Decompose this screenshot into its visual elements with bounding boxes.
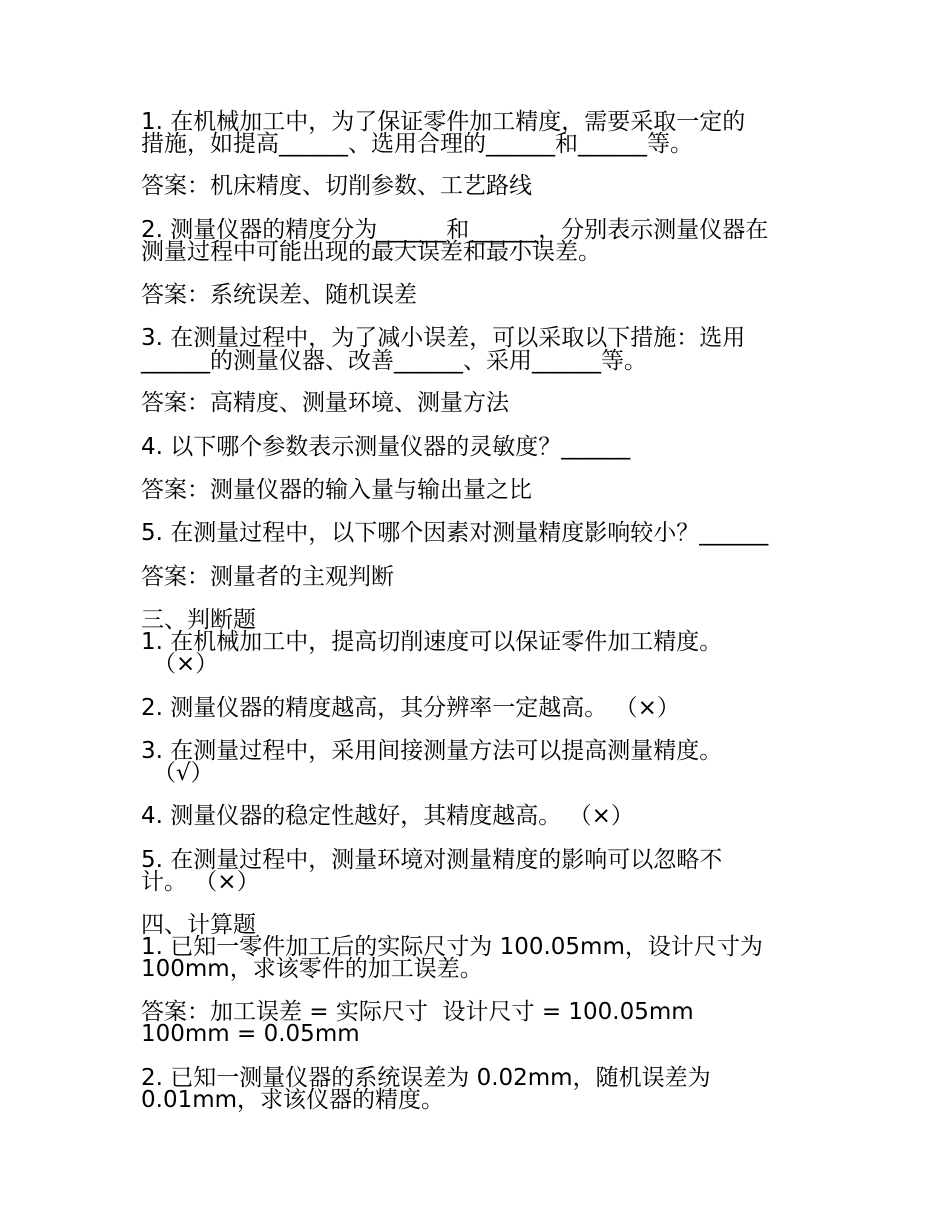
fill-q3-line2: ______的测量仪器、改善______、采用______等。 bbox=[141, 348, 647, 374]
calc-q2-line1: 2. 已知一测量仪器的系统误差为 0.02mm，随机误差为 bbox=[141, 1065, 711, 1091]
fill-q5-line1: 5. 在测量过程中，以下哪个因素对测量精度影响较小？______ bbox=[141, 520, 769, 546]
judge-q5-line2: 计。 （×） bbox=[141, 869, 260, 895]
judge-q3-line1: 3. 在测量过程中，采用间接测量方法可以提高测量精度。 bbox=[141, 738, 723, 764]
judge-q5-line1: 5. 在测量过程中，测量环境对测量精度的影响可以忽略不 bbox=[141, 847, 723, 873]
judgment-heading: 三、判断题 bbox=[141, 607, 256, 633]
fill-q1-answer: 答案：机床精度、切削参数、工艺路线 bbox=[141, 173, 532, 199]
fill-q1-line1: 1. 在机械加工中，为了保证零件加工精度，需要采取一定的 bbox=[141, 109, 746, 135]
calc-q1-line1: 1. 已知一零件加工后的实际尺寸为 100.05mm，设计尺寸为 bbox=[141, 934, 763, 960]
judge-q3-line2: （√） bbox=[153, 760, 214, 786]
judge-q1-line2: （×） bbox=[153, 651, 219, 677]
fill-q4-answer: 答案：测量仪器的输入量与输出量之比 bbox=[141, 477, 532, 503]
fill-q3-answer: 答案：高精度、测量环境、测量方法 bbox=[141, 390, 509, 416]
fill-q3-line1: 3. 在测量过程中，为了减小误差，可以采取以下措施：选用 bbox=[141, 325, 746, 351]
fill-q2-answer: 答案：系统误差、随机误差 bbox=[141, 282, 417, 308]
judge-q1-line1: 1. 在机械加工中，提高切削速度可以保证零件加工精度。 bbox=[141, 629, 723, 655]
calc-q1-line2: 100mm，求该零件的加工误差。 bbox=[141, 956, 483, 982]
fill-q4-line1: 4. 以下哪个参数表示测量仪器的灵敏度？______ bbox=[141, 434, 631, 460]
calc-a1-line2: 100mm = 0.05mm bbox=[141, 1021, 360, 1047]
calculation-heading: 四、计算题 bbox=[141, 912, 256, 938]
fill-q1-line2: 措施，如提高______、选用合理的______和______等。 bbox=[141, 131, 693, 157]
fill-q2-line2: 测量过程中可能出现的最大误差和最小误差。 bbox=[141, 239, 601, 265]
calc-q2-line2: 0.01mm，求该仪器的精度。 bbox=[141, 1087, 445, 1113]
fill-q5-answer: 答案：测量者的主观判断 bbox=[141, 564, 394, 590]
calc-a1-line1: 答案：加工误差 = 实际尺寸 设计尺寸 = 100.05mm bbox=[141, 999, 694, 1025]
judge-q4-line1: 4. 测量仪器的稳定性越好，其精度越高。 （×） bbox=[141, 803, 634, 829]
fill-q2-line1: 2. 测量仪器的精度分为______和______，分别表示测量仪器在 bbox=[141, 217, 769, 243]
judge-q2-line1: 2. 测量仪器的精度越高，其分辨率一定越高。 （×） bbox=[141, 695, 680, 721]
